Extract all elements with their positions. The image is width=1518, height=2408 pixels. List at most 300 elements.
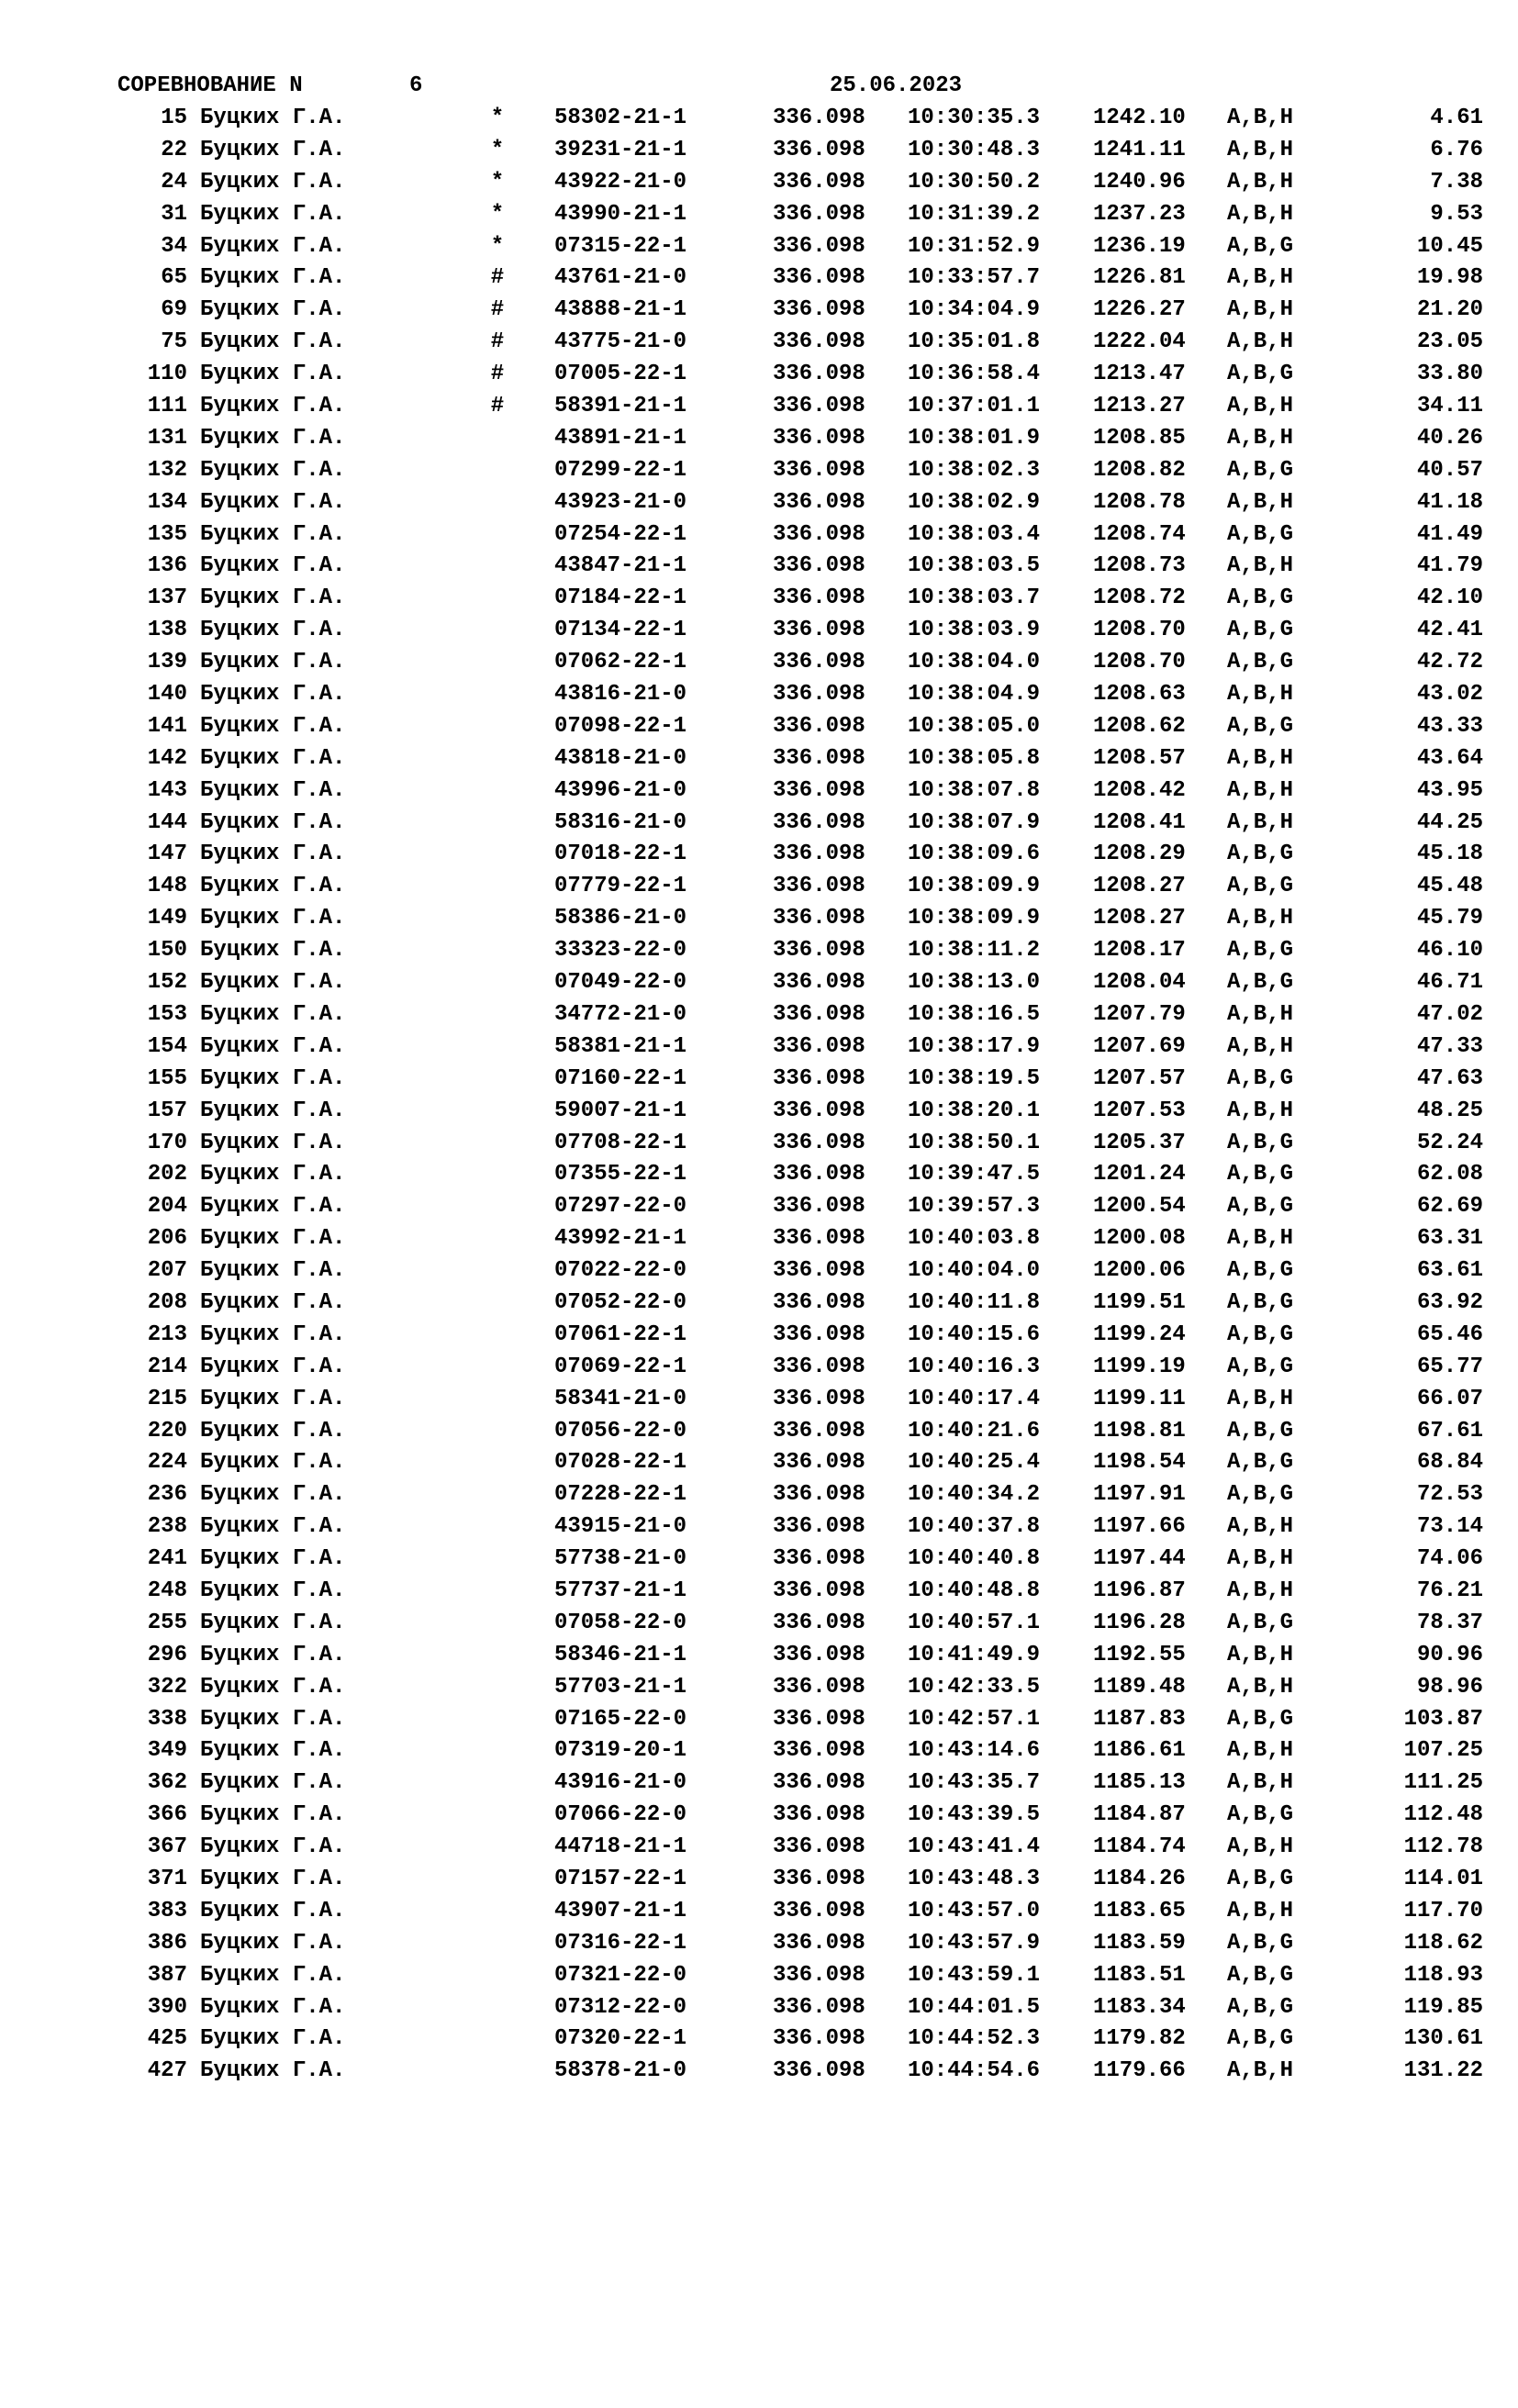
coefficient-cell: 68.84: [1416, 1450, 1483, 1476]
ring-number-cell: 43891-21-1: [554, 425, 687, 451]
arrival-time-cell: 10:43:48.3: [908, 1866, 1041, 1891]
category-cell: A,B,G: [1227, 1994, 1294, 2020]
distance-cell: 336.098: [773, 682, 865, 708]
distance-cell: 336.098: [773, 521, 865, 547]
speed-cell: 1186.61: [1093, 1738, 1186, 1764]
category-cell: A,B,H: [1227, 1001, 1294, 1027]
result-row: [0, 1191, 1518, 1223]
result-row: [0, 1255, 1518, 1288]
category-cell: A,B,H: [1227, 106, 1294, 130]
category-cell: A,B,H: [1227, 425, 1294, 451]
category-cell: A,B,H: [1227, 777, 1294, 803]
place-cell: 31: [161, 201, 187, 227]
ring-number-cell: 43847-21-1: [554, 553, 687, 579]
result-row: [0, 679, 1518, 711]
category-cell: A,B,G: [1227, 1258, 1294, 1284]
category-cell: A,B,H: [1227, 1674, 1294, 1700]
result-row: [0, 1288, 1518, 1320]
result-row: [0, 935, 1518, 967]
place-cell: 111: [147, 394, 187, 419]
ring-number-cell: 07297-22-0: [554, 1194, 687, 1220]
place-cell: 154: [147, 1033, 187, 1059]
category-cell: A,B,G: [1227, 1706, 1294, 1732]
arrival-time-cell: 10:38:11.2: [908, 938, 1041, 964]
result-row: [0, 1640, 1518, 1672]
ring-number-cell: 07320-22-1: [554, 2026, 687, 2052]
arrival-time-cell: 10:40:40.8: [908, 1546, 1041, 1572]
distance-cell: 336.098: [773, 1674, 865, 1700]
place-cell: 241: [147, 1546, 187, 1572]
ring-number-cell: 07098-22-1: [554, 713, 687, 739]
ring-number-cell: 07321-22-0: [554, 1962, 687, 1988]
speed-cell: 1179.66: [1093, 2058, 1186, 2084]
coefficient-cell: 111.25: [1403, 1770, 1483, 1796]
result-row: [0, 519, 1518, 552]
place-cell: 139: [147, 650, 187, 675]
fancier-name-cell: Буцких Г.А.: [200, 1226, 346, 1252]
speed-cell: 1184.87: [1093, 1802, 1186, 1828]
result-row: [0, 903, 1518, 935]
mark-cell: #: [490, 265, 505, 291]
speed-cell: 1189.48: [1093, 1674, 1186, 1700]
results-table: [0, 103, 1518, 2088]
coefficient-cell: 63.31: [1416, 1226, 1483, 1252]
result-row: [0, 1096, 1518, 1128]
result-row: [0, 487, 1518, 519]
speed-cell: 1208.42: [1093, 777, 1186, 803]
distance-cell: 336.098: [773, 1834, 865, 1860]
category-cell: A,B,H: [1227, 1098, 1294, 1123]
arrival-time-cell: 10:40:04.0: [908, 1258, 1041, 1284]
result-row: [0, 967, 1518, 999]
category-cell: A,B,H: [1227, 1546, 1294, 1572]
place-cell: 136: [147, 553, 187, 579]
category-cell: A,B,G: [1227, 713, 1294, 739]
coefficient-cell: 40.57: [1416, 457, 1483, 483]
fancier-name-cell: Буцких Г.А.: [200, 1866, 346, 1891]
place-cell: 224: [147, 1450, 187, 1476]
ring-number-cell: 07299-22-1: [554, 457, 687, 483]
coefficient-cell: 63.61: [1416, 1258, 1483, 1284]
result-row: [0, 1735, 1518, 1767]
category-cell: A,B,H: [1227, 489, 1294, 515]
speed-cell: 1197.66: [1093, 1514, 1186, 1540]
place-cell: 366: [147, 1802, 187, 1828]
category-cell: A,B,G: [1227, 1418, 1294, 1444]
arrival-time-cell: 10:40:03.8: [908, 1226, 1041, 1252]
fancier-name-cell: Буцких Г.А.: [200, 585, 346, 611]
distance-cell: 336.098: [773, 137, 865, 162]
result-row: [0, 1511, 1518, 1544]
place-cell: 34: [161, 233, 187, 259]
coefficient-cell: 40.26: [1416, 425, 1483, 451]
arrival-time-cell: 10:30:35.3: [908, 106, 1041, 130]
ring-number-cell: 59007-21-1: [554, 1098, 687, 1123]
speed-cell: 1208.72: [1093, 585, 1186, 611]
place-cell: 65: [161, 265, 187, 291]
mark-cell: *: [490, 137, 505, 162]
result-row: [0, 1928, 1518, 1960]
coefficient-cell: 47.33: [1416, 1033, 1483, 1059]
result-row: [0, 1992, 1518, 2024]
distance-cell: 336.098: [773, 1130, 865, 1155]
place-cell: 215: [147, 1386, 187, 1411]
speed-cell: 1187.83: [1093, 1706, 1186, 1732]
ring-number-cell: 57738-21-0: [554, 1546, 687, 1572]
speed-cell: 1236.19: [1093, 233, 1186, 259]
result-row: [0, 391, 1518, 423]
speed-cell: 1207.57: [1093, 1065, 1186, 1091]
place-cell: 425: [147, 2026, 187, 2052]
result-row: [0, 1576, 1518, 1608]
arrival-time-cell: 10:43:35.7: [908, 1770, 1041, 1796]
distance-cell: 336.098: [773, 745, 865, 771]
fancier-name-cell: Буцких Г.А.: [200, 1001, 346, 1027]
category-cell: A,B,H: [1227, 745, 1294, 771]
arrival-time-cell: 10:44:54.6: [908, 2058, 1041, 2084]
distance-cell: 336.098: [773, 362, 865, 387]
coefficient-cell: 6.76: [1430, 137, 1483, 162]
speed-cell: 1199.11: [1093, 1386, 1186, 1411]
place-cell: 150: [147, 938, 187, 964]
arrival-time-cell: 10:36:58.4: [908, 362, 1041, 387]
place-cell: 24: [161, 169, 187, 195]
result-row: [0, 1864, 1518, 1896]
fancier-name-cell: Буцких Г.А.: [200, 1514, 346, 1540]
distance-cell: 336.098: [773, 618, 865, 643]
place-cell: 371: [147, 1866, 187, 1891]
coefficient-cell: 62.08: [1416, 1162, 1483, 1187]
place-cell: 155: [147, 1065, 187, 1091]
result-row: [0, 615, 1518, 647]
result-row: [0, 1352, 1518, 1384]
coefficient-cell: 47.02: [1416, 1001, 1483, 1027]
category-cell: A,B,H: [1227, 1386, 1294, 1411]
arrival-time-cell: 10:43:14.6: [908, 1738, 1041, 1764]
fancier-name-cell: Буцких Г.А.: [200, 874, 346, 899]
speed-cell: 1213.27: [1093, 394, 1186, 419]
result-row: [0, 1031, 1518, 1064]
ring-number-cell: 07315-22-1: [554, 233, 687, 259]
arrival-time-cell: 10:43:59.1: [908, 1962, 1041, 1988]
coefficient-cell: 19.98: [1416, 265, 1483, 291]
ring-number-cell: 58346-21-1: [554, 1642, 687, 1667]
distance-cell: 336.098: [773, 1162, 865, 1187]
fancier-name-cell: Буцких Г.А.: [200, 1130, 346, 1155]
category-cell: A,B,G: [1227, 1610, 1294, 1635]
fancier-name-cell: Буцких Г.А.: [200, 201, 346, 227]
mark-cell: *: [490, 201, 505, 227]
speed-cell: 1185.13: [1093, 1770, 1186, 1796]
speed-cell: 1179.82: [1093, 2026, 1186, 2052]
arrival-time-cell: 10:38:05.8: [908, 745, 1041, 771]
speed-cell: 1197.44: [1093, 1546, 1186, 1572]
result-row: [0, 262, 1518, 295]
fancier-name-cell: Буцких Г.А.: [200, 553, 346, 579]
fancier-name-cell: Буцких Г.А.: [200, 1898, 346, 1923]
distance-cell: 336.098: [773, 2026, 865, 2052]
category-cell: A,B,G: [1227, 1866, 1294, 1891]
fancier-name-cell: Буцких Г.А.: [200, 713, 346, 739]
ring-number-cell: 57737-21-1: [554, 1577, 687, 1603]
ring-number-cell: 43816-21-0: [554, 682, 687, 708]
result-row: [0, 1704, 1518, 1736]
speed-cell: 1199.51: [1093, 1289, 1186, 1315]
category-cell: A,B,H: [1227, 1834, 1294, 1860]
result-row: [0, 455, 1518, 487]
result-row: [0, 231, 1518, 263]
coefficient-cell: 46.71: [1416, 970, 1483, 996]
arrival-time-cell: 10:38:13.0: [908, 970, 1041, 996]
distance-cell: 336.098: [773, 777, 865, 803]
distance-cell: 336.098: [773, 585, 865, 611]
place-cell: 153: [147, 1001, 187, 1027]
category-cell: A,B,G: [1227, 1802, 1294, 1828]
ring-number-cell: 58386-21-0: [554, 906, 687, 931]
coefficient-cell: 43.02: [1416, 682, 1483, 708]
coefficient-cell: 45.79: [1416, 906, 1483, 931]
ring-number-cell: 43907-21-1: [554, 1898, 687, 1923]
category-cell: A,B,G: [1227, 1162, 1294, 1187]
speed-cell: 1241.11: [1093, 137, 1186, 162]
place-cell: 143: [147, 777, 187, 803]
place-cell: 386: [147, 1930, 187, 1956]
speed-cell: 1197.91: [1093, 1482, 1186, 1508]
speed-cell: 1184.74: [1093, 1834, 1186, 1860]
fancier-name-cell: Буцких Г.А.: [200, 1738, 346, 1764]
arrival-time-cell: 10:34:04.9: [908, 297, 1041, 323]
arrival-time-cell: 10:38:07.8: [908, 777, 1041, 803]
distance-cell: 336.098: [773, 1289, 865, 1315]
speed-cell: 1208.70: [1093, 618, 1186, 643]
speed-cell: 1208.17: [1093, 938, 1186, 964]
coefficient-cell: 73.14: [1416, 1514, 1483, 1540]
fancier-name-cell: Буцких Г.А.: [200, 106, 346, 130]
ring-number-cell: 07319-20-1: [554, 1738, 687, 1764]
category-cell: A,B,G: [1227, 1194, 1294, 1220]
speed-cell: 1208.62: [1093, 713, 1186, 739]
distance-cell: 336.098: [773, 1098, 865, 1123]
coefficient-cell: 74.06: [1416, 1546, 1483, 1572]
category-cell: A,B,G: [1227, 842, 1294, 867]
category-cell: A,B,G: [1227, 233, 1294, 259]
ring-number-cell: 58316-21-0: [554, 809, 687, 835]
coefficient-cell: 67.61: [1416, 1418, 1483, 1444]
place-cell: 207: [147, 1258, 187, 1284]
result-row: [0, 1384, 1518, 1416]
category-cell: A,B,H: [1227, 1738, 1294, 1764]
distance-cell: 336.098: [773, 1194, 865, 1220]
distance-cell: 336.098: [773, 329, 865, 355]
category-cell: A,B,H: [1227, 137, 1294, 162]
coefficient-cell: 90.96: [1416, 1642, 1483, 1667]
place-cell: 75: [161, 329, 187, 355]
fancier-name-cell: Буцких Г.А.: [200, 521, 346, 547]
speed-cell: 1205.37: [1093, 1130, 1186, 1155]
ring-number-cell: 43775-21-0: [554, 329, 687, 355]
coefficient-cell: 45.48: [1416, 874, 1483, 899]
fancier-name-cell: Буцких Г.А.: [200, 1162, 346, 1187]
category-cell: A,B,H: [1227, 1514, 1294, 1540]
arrival-time-cell: 10:38:19.5: [908, 1065, 1041, 1091]
result-row: [0, 423, 1518, 455]
arrival-time-cell: 10:37:01.1: [908, 394, 1041, 419]
fancier-name-cell: Буцких Г.А.: [200, 1386, 346, 1411]
coefficient-cell: 41.49: [1416, 521, 1483, 547]
category-cell: A,B,H: [1227, 682, 1294, 708]
ring-number-cell: 43915-21-0: [554, 1514, 687, 1540]
mark-cell: *: [490, 169, 505, 195]
fancier-name-cell: Буцких Г.А.: [200, 938, 346, 964]
result-row: [0, 1128, 1518, 1160]
result-row: [0, 743, 1518, 775]
mark-cell: #: [490, 329, 505, 355]
fancier-name-cell: Буцких Г.А.: [200, 1065, 346, 1091]
category-cell: A,B,H: [1227, 1642, 1294, 1667]
place-cell: 362: [147, 1770, 187, 1796]
ring-number-cell: 07028-22-1: [554, 1450, 687, 1476]
coefficient-cell: 47.63: [1416, 1065, 1483, 1091]
distance-cell: 336.098: [773, 1321, 865, 1347]
fancier-name-cell: Буцких Г.А.: [200, 233, 346, 259]
ring-number-cell: 07254-22-1: [554, 521, 687, 547]
result-row: [0, 775, 1518, 808]
arrival-time-cell: 10:38:16.5: [908, 1001, 1041, 1027]
speed-cell: 1183.51: [1093, 1962, 1186, 1988]
fancier-name-cell: Буцких Г.А.: [200, 1418, 346, 1444]
ring-number-cell: 43761-21-0: [554, 265, 687, 291]
report-header: [117, 72, 1494, 101]
ring-number-cell: 07165-22-0: [554, 1706, 687, 1732]
distance-cell: 336.098: [773, 169, 865, 195]
speed-cell: 1208.41: [1093, 809, 1186, 835]
ring-number-cell: 43818-21-0: [554, 745, 687, 771]
coefficient-cell: 131.22: [1403, 2058, 1483, 2084]
result-row: [0, 583, 1518, 615]
coefficient-cell: 78.37: [1416, 1610, 1483, 1635]
coefficient-cell: 118.93: [1403, 1962, 1483, 1988]
category-cell: A,B,G: [1227, 1450, 1294, 1476]
distance-cell: 336.098: [773, 1065, 865, 1091]
fancier-name-cell: Буцких Г.А.: [200, 394, 346, 419]
coefficient-cell: 107.25: [1403, 1738, 1483, 1764]
distance-cell: 336.098: [773, 1706, 865, 1732]
speed-cell: 1198.54: [1093, 1450, 1186, 1476]
speed-cell: 1208.78: [1093, 489, 1186, 515]
arrival-time-cell: 10:40:57.1: [908, 1610, 1041, 1635]
result-row: [0, 1223, 1518, 1255]
mark-cell: *: [490, 106, 505, 130]
ring-number-cell: 57703-21-1: [554, 1674, 687, 1700]
place-cell: 140: [147, 682, 187, 708]
distance-cell: 336.098: [773, 1738, 865, 1764]
fancier-name-cell: Буцких Г.А.: [200, 1577, 346, 1603]
mark-cell: #: [490, 297, 505, 323]
arrival-time-cell: 10:38:03.5: [908, 553, 1041, 579]
fancier-name-cell: Буцких Г.А.: [200, 425, 346, 451]
result-row: [0, 1896, 1518, 1928]
speed-cell: 1208.74: [1093, 521, 1186, 547]
distance-cell: 336.098: [773, 1258, 865, 1284]
speed-cell: 1240.96: [1093, 169, 1186, 195]
speed-cell: 1192.55: [1093, 1642, 1186, 1667]
distance-cell: 336.098: [773, 233, 865, 259]
coefficient-cell: 119.85: [1403, 1994, 1483, 2020]
distance-cell: 336.098: [773, 1226, 865, 1252]
ring-number-cell: 43916-21-0: [554, 1770, 687, 1796]
coefficient-cell: 21.20: [1416, 297, 1483, 323]
category-cell: A,B,G: [1227, 618, 1294, 643]
category-cell: A,B,G: [1227, 650, 1294, 675]
arrival-time-cell: 10:39:57.3: [908, 1194, 1041, 1220]
result-row: [0, 647, 1518, 679]
place-cell: 202: [147, 1162, 187, 1187]
place-cell: 296: [147, 1642, 187, 1667]
arrival-time-cell: 10:39:47.5: [908, 1162, 1041, 1187]
fancier-name-cell: Буцких Г.А.: [200, 1706, 346, 1732]
category-cell: A,B,G: [1227, 1962, 1294, 1988]
arrival-time-cell: 10:35:01.8: [908, 329, 1041, 355]
speed-cell: 1200.06: [1093, 1258, 1186, 1284]
coefficient-cell: 117.70: [1403, 1898, 1483, 1923]
result-row: [0, 2056, 1518, 2088]
coefficient-cell: 9.53: [1430, 201, 1483, 227]
result-row: [0, 839, 1518, 871]
speed-cell: 1196.87: [1093, 1577, 1186, 1603]
fancier-name-cell: Буцких Г.А.: [200, 1194, 346, 1220]
distance-cell: 336.098: [773, 970, 865, 996]
ring-number-cell: 58341-21-0: [554, 1386, 687, 1411]
distance-cell: 336.098: [773, 906, 865, 931]
fancier-name-cell: Буцких Г.А.: [200, 682, 346, 708]
distance-cell: 336.098: [773, 1898, 865, 1923]
category-cell: A,B,G: [1227, 1930, 1294, 1956]
speed-cell: 1200.54: [1093, 1194, 1186, 1220]
coefficient-cell: 103.87: [1403, 1706, 1483, 1732]
category-cell: A,B,H: [1227, 1898, 1294, 1923]
place-cell: 22: [161, 137, 187, 162]
arrival-time-cell: 10:38:17.9: [908, 1033, 1041, 1059]
coefficient-cell: 23.05: [1416, 329, 1483, 355]
fancier-name-cell: Буцких Г.А.: [200, 618, 346, 643]
place-cell: 138: [147, 618, 187, 643]
category-cell: A,B,H: [1227, 1770, 1294, 1796]
ring-number-cell: 07061-22-1: [554, 1321, 687, 1347]
distance-cell: 336.098: [773, 842, 865, 867]
ring-number-cell: 07066-22-0: [554, 1802, 687, 1828]
distance-cell: 336.098: [773, 1930, 865, 1956]
place-cell: 157: [147, 1098, 187, 1123]
speed-cell: 1208.70: [1093, 650, 1186, 675]
arrival-time-cell: 10:38:03.9: [908, 618, 1041, 643]
distance-cell: 336.098: [773, 1033, 865, 1059]
category-cell: A,B,G: [1227, 2026, 1294, 2052]
fancier-name-cell: Буцких Г.А.: [200, 457, 346, 483]
result-row: [0, 1159, 1518, 1191]
arrival-time-cell: 10:42:57.1: [908, 1706, 1041, 1732]
distance-cell: 336.098: [773, 1482, 865, 1508]
ring-number-cell: 07316-22-1: [554, 1930, 687, 1956]
category-cell: A,B,G: [1227, 1065, 1294, 1091]
arrival-time-cell: 10:40:15.6: [908, 1321, 1041, 1347]
category-cell: A,B,H: [1227, 1577, 1294, 1603]
distance-cell: 336.098: [773, 457, 865, 483]
result-row: [0, 711, 1518, 743]
place-cell: 110: [147, 362, 187, 387]
distance-cell: 336.098: [773, 425, 865, 451]
category-cell: A,B,H: [1227, 265, 1294, 291]
category-cell: A,B,H: [1227, 553, 1294, 579]
